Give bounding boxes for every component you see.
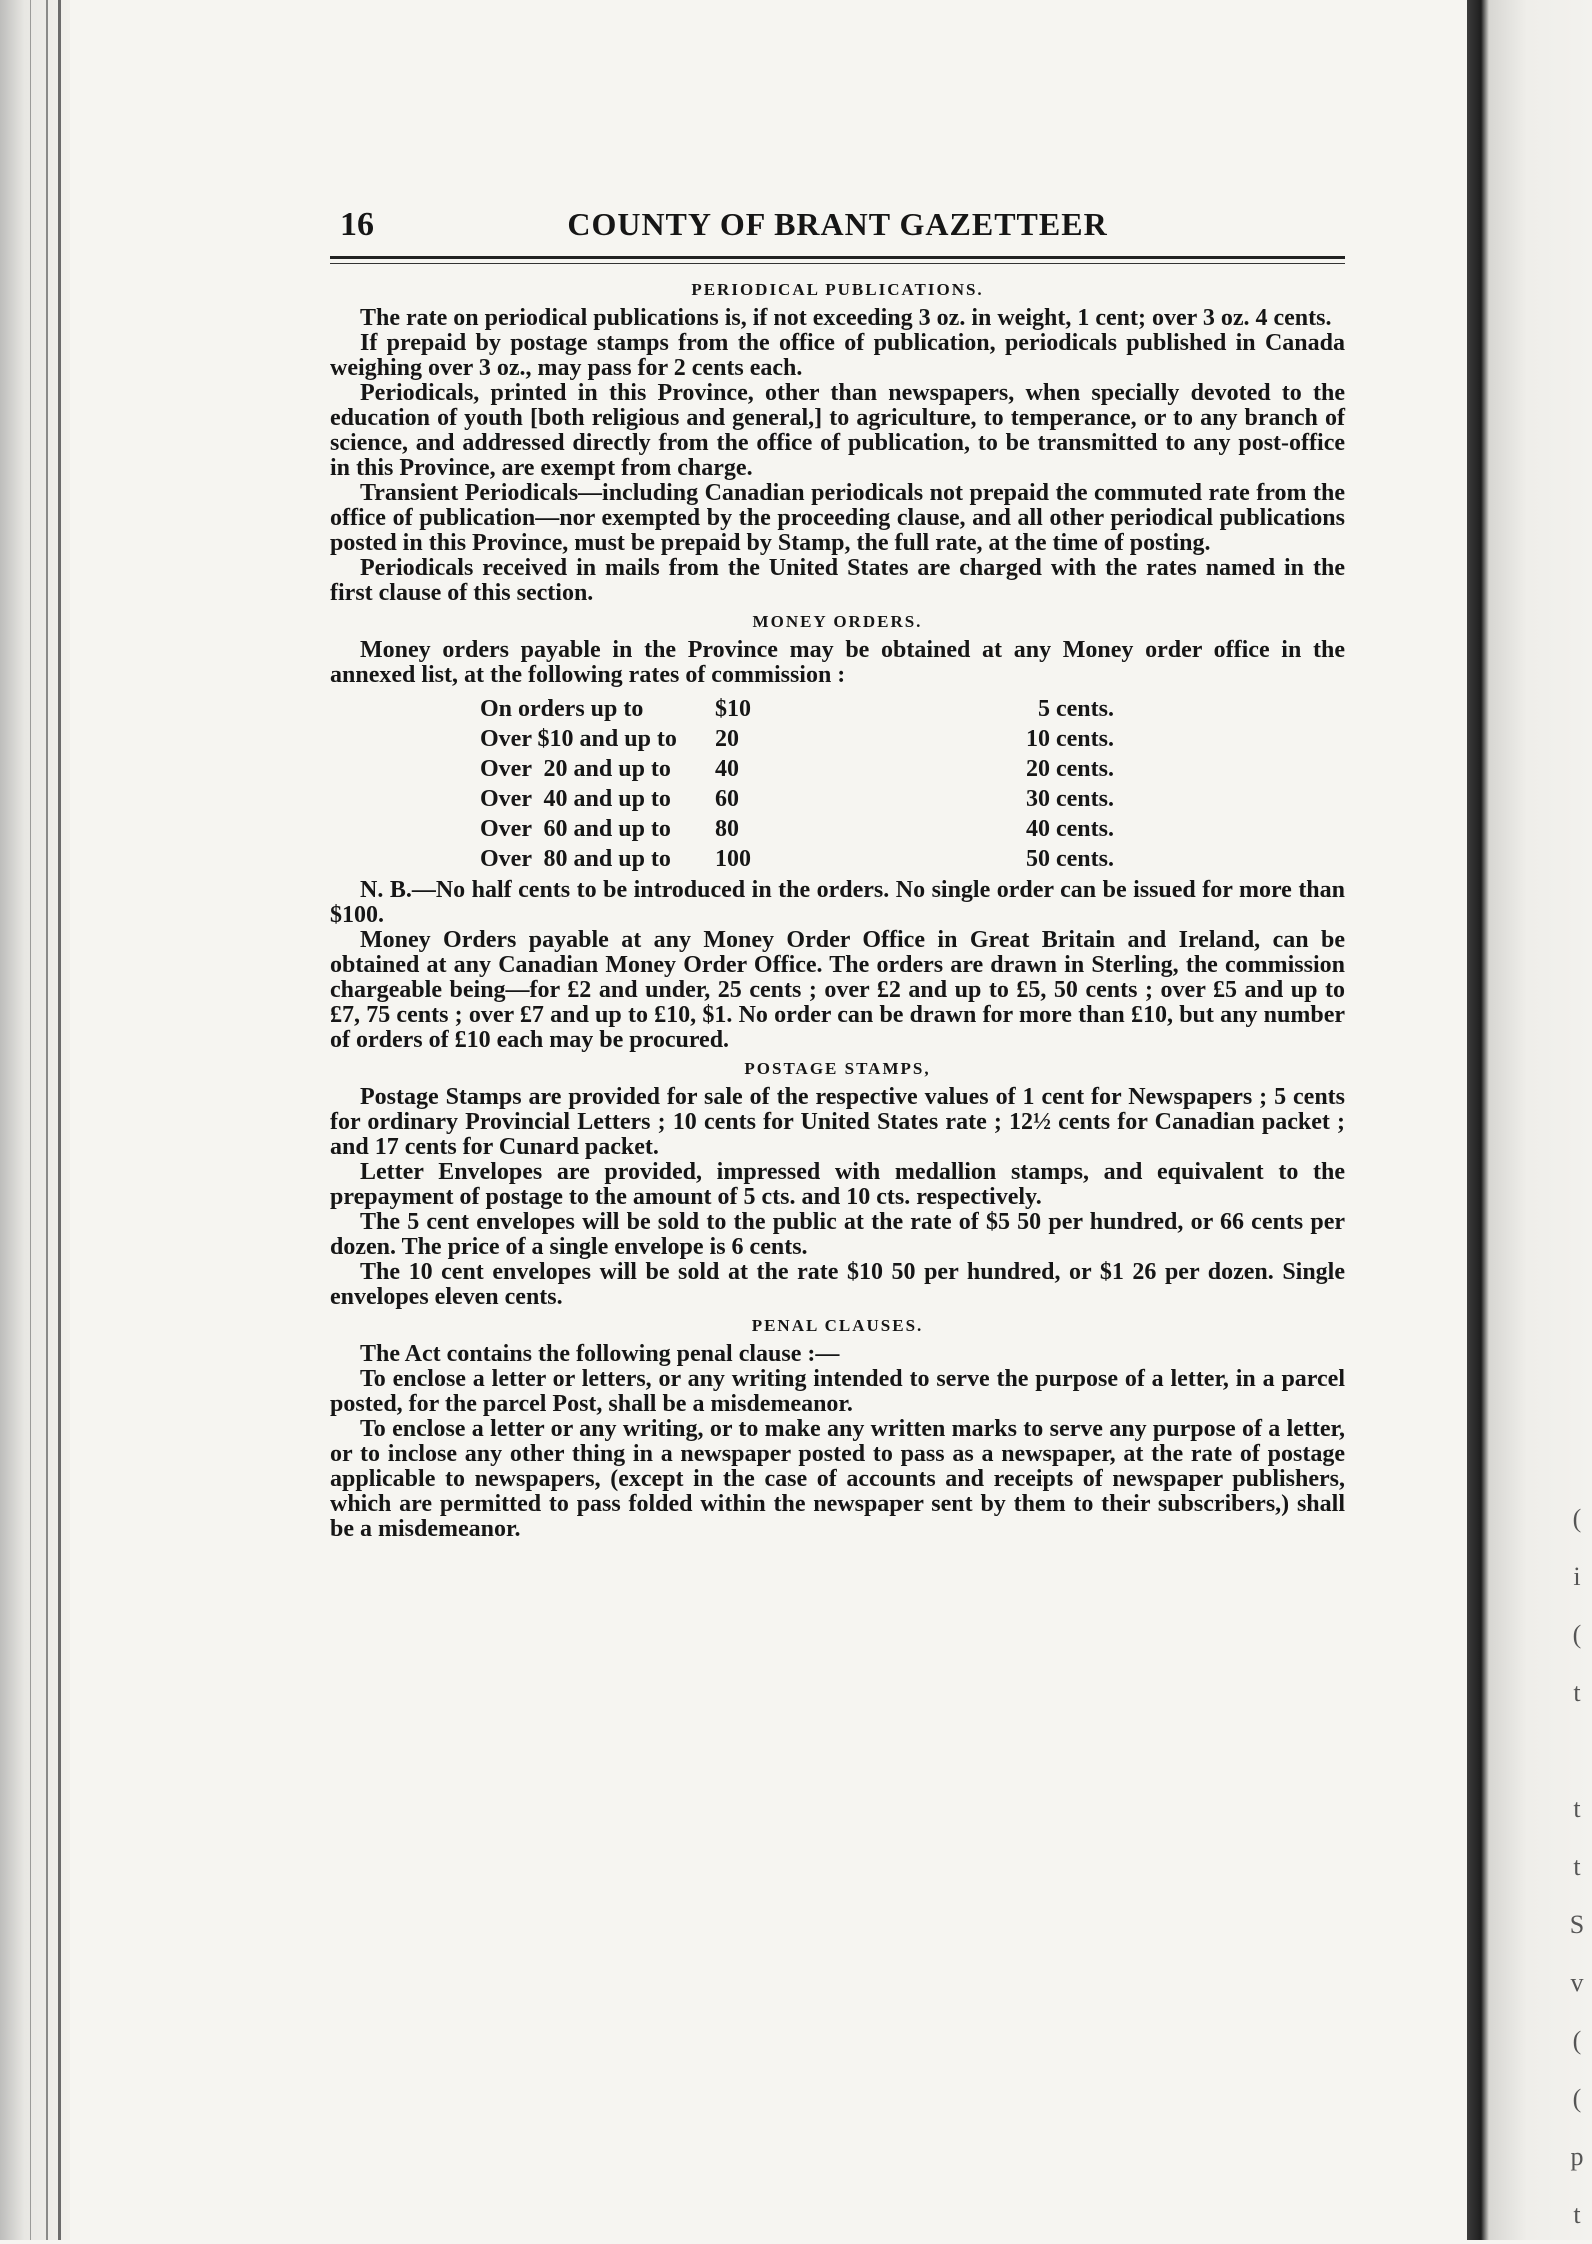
next-page-glyph: i bbox=[1573, 1562, 1581, 1591]
rate-amount: 60 bbox=[715, 786, 739, 812]
next-page-glyph: S bbox=[1569, 1910, 1585, 1939]
rate-unit: cents. bbox=[1056, 696, 1114, 722]
next-page-glyph: ( bbox=[1572, 2084, 1582, 2113]
paragraph: The rate on periodical publications is, if not exceeding 3 oz. in weight, 1 cent; over 3 oz. 4 cents. bbox=[360, 305, 1332, 331]
paragraph: The 10 cent envelopes will be sold at the rate $10 50 per hundred, or $1 26 per dozen. Single envelopes eleven cents. bbox=[330, 1259, 1345, 1310]
rate-unit: cents. bbox=[1056, 756, 1114, 782]
next-page-glyph: t bbox=[1573, 2200, 1581, 2229]
rate-range: On orders up to bbox=[480, 696, 644, 722]
paragraph: Postage Stamps are provided for sale of the respective values of 1 cent for Newspapers ; 5 cents for ordinary Provincial Letters ; 10 cents for United States rate ; 12½ cents for Canadian packet ; and 17 cents for Cunard packet. bbox=[330, 1084, 1345, 1160]
next-page-glyph: v bbox=[1570, 1968, 1584, 1997]
paragraph: The Act contains the following penal clause :— bbox=[360, 1341, 840, 1367]
section-heading-periodical: PERIODICAL PUBLICATIONS. bbox=[691, 280, 984, 299]
next-page-glyph: t bbox=[1573, 1678, 1581, 1707]
rate-commission: 40 bbox=[1026, 816, 1050, 842]
paragraph: To enclose a letter or letters, or any writing intended to serve the purpose of a letter, in a parcel posted, for the parcel Post, shall be a misdemeanor. bbox=[330, 1366, 1345, 1417]
next-page-glyph: ( bbox=[1572, 1620, 1582, 1649]
rate-row bbox=[480, 844, 1345, 874]
rate-range: Over 20 and up to bbox=[480, 756, 671, 782]
rate-unit: cents. bbox=[1056, 726, 1114, 752]
page-title: COUNTY OF BRANT GAZETTEER bbox=[567, 206, 1108, 242]
rate-amount: 100 bbox=[715, 846, 751, 872]
rate-row bbox=[480, 814, 1345, 844]
paragraph: Periodicals received in mails from the United States are charged with the rates named in the first clause of this section. bbox=[330, 555, 1345, 606]
rate-range: Over 80 and up to bbox=[480, 846, 671, 872]
header-rule-thin bbox=[330, 263, 1345, 264]
paragraph: N. B.—No half cents to be introduced in the orders. No single order can be issued for more than $100. bbox=[330, 877, 1345, 928]
next-page-glyph: t bbox=[1573, 1794, 1581, 1823]
section-heading-money-orders: MONEY ORDERS. bbox=[752, 612, 923, 631]
rate-unit: cents. bbox=[1056, 846, 1114, 872]
paragraph: Money orders payable in the Province may be obtained at any Money order office in the annexed list, at the following rates of commission : bbox=[330, 637, 1345, 688]
running-head bbox=[330, 200, 1345, 256]
page-number: 16 bbox=[340, 206, 374, 243]
rate-range: Over 60 and up to bbox=[480, 816, 671, 842]
rate-row bbox=[480, 754, 1345, 784]
rate-range: Over $10 and up to bbox=[480, 726, 677, 752]
rate-amount: 40 bbox=[715, 756, 739, 782]
rate-commission: 30 bbox=[1026, 786, 1050, 812]
rate-commission: 10 bbox=[1026, 726, 1050, 752]
next-page-glyph: p bbox=[1570, 2142, 1584, 2171]
paragraph: To enclose a letter or any writing, or to make any written marks to serve any purpose of a letter, or to inclose any other thing in a newspaper posted to pass as a newspaper, at the rate of postage applicable to newspapers, (except in the case of accounts and receipts of newspaper publishers, which are permitted to pass folded within the newspaper sent by them to their subscribers,) shall be a misdemeanor. bbox=[330, 1416, 1345, 1542]
header-rule bbox=[330, 256, 1345, 259]
section-heading-postage-stamps: POSTAGE STAMPS, bbox=[744, 1059, 931, 1078]
next-page-fragments bbox=[1566, 1490, 1588, 2244]
rate-commission: 50 bbox=[1026, 846, 1050, 872]
paragraph: Transient Periodicals—including Canadian periodicals not prepaid the commuted rate from the office of publication—nor exempted by the proceeding clause, and all other periodical publications posted in this Province, must be prepaid by Stamp, the full rate, at the time of posting. bbox=[330, 480, 1345, 556]
paragraph: Periodicals, printed in this Province, other than newspapers, when specially devoted to the education of youth [both religious and general,] to agriculture, to temperance, or to any branch of science, and addressed directly from the office of publication, to be transmitted to any post-office in this Province, are exempt from charge. bbox=[330, 380, 1345, 481]
rate-amount: 80 bbox=[715, 816, 739, 842]
paragraph: Money Orders payable at any Money Order Office in Great Britain and Ireland, can be obtained at any Canadian Money Order Office. The orders are drawn in Sterling, the commission chargeable being—for £2 and under, 25 cents ; over £2 and up to £5, 50 cents ; over £5 and up to £7, 75 cents ; over £7 and up to £10, $1. No order can be drawn for more than £10, but any number of orders of £10 each may be procured. bbox=[330, 927, 1345, 1053]
rate-row bbox=[480, 784, 1345, 814]
rate-amount: 20 bbox=[715, 726, 739, 752]
rate-row bbox=[480, 694, 1345, 724]
rate-range: Over 40 and up to bbox=[480, 786, 671, 812]
commission-rates-table bbox=[480, 694, 1345, 874]
book-left-edge bbox=[0, 0, 70, 2240]
next-page-glyph: ( bbox=[1572, 1504, 1582, 1533]
next-page-glyph bbox=[1566, 1722, 1588, 1780]
paragraph: If prepaid by postage stamps from the office of publication, periodicals published in Canada weighing over 3 oz., may pass for 2 cents each. bbox=[330, 330, 1345, 381]
rate-commission: 20 bbox=[1026, 756, 1050, 782]
next-page-glyph: t bbox=[1573, 1852, 1581, 1881]
rate-amount: $10 bbox=[715, 696, 751, 722]
rate-unit: cents. bbox=[1056, 786, 1114, 812]
rate-commission: 5 bbox=[1038, 696, 1050, 722]
page bbox=[330, 200, 1345, 1542]
section-heading-penal-clauses: PENAL CLAUSES. bbox=[751, 1316, 924, 1335]
next-page-glyph: ( bbox=[1572, 2026, 1582, 2055]
rate-unit: cents. bbox=[1056, 816, 1114, 842]
rate-row bbox=[480, 724, 1345, 754]
paragraph: Letter Envelopes are provided, impressed with medallion stamps, and equivalent to the prepayment of postage to the amount of 5 cts. and 10 cts. respectively. bbox=[330, 1159, 1345, 1210]
paragraph: The 5 cent envelopes will be sold to the public at the rate of $5 50 per hundred, or 66 cents per dozen. The price of a single envelope is 6 cents. bbox=[330, 1209, 1345, 1260]
